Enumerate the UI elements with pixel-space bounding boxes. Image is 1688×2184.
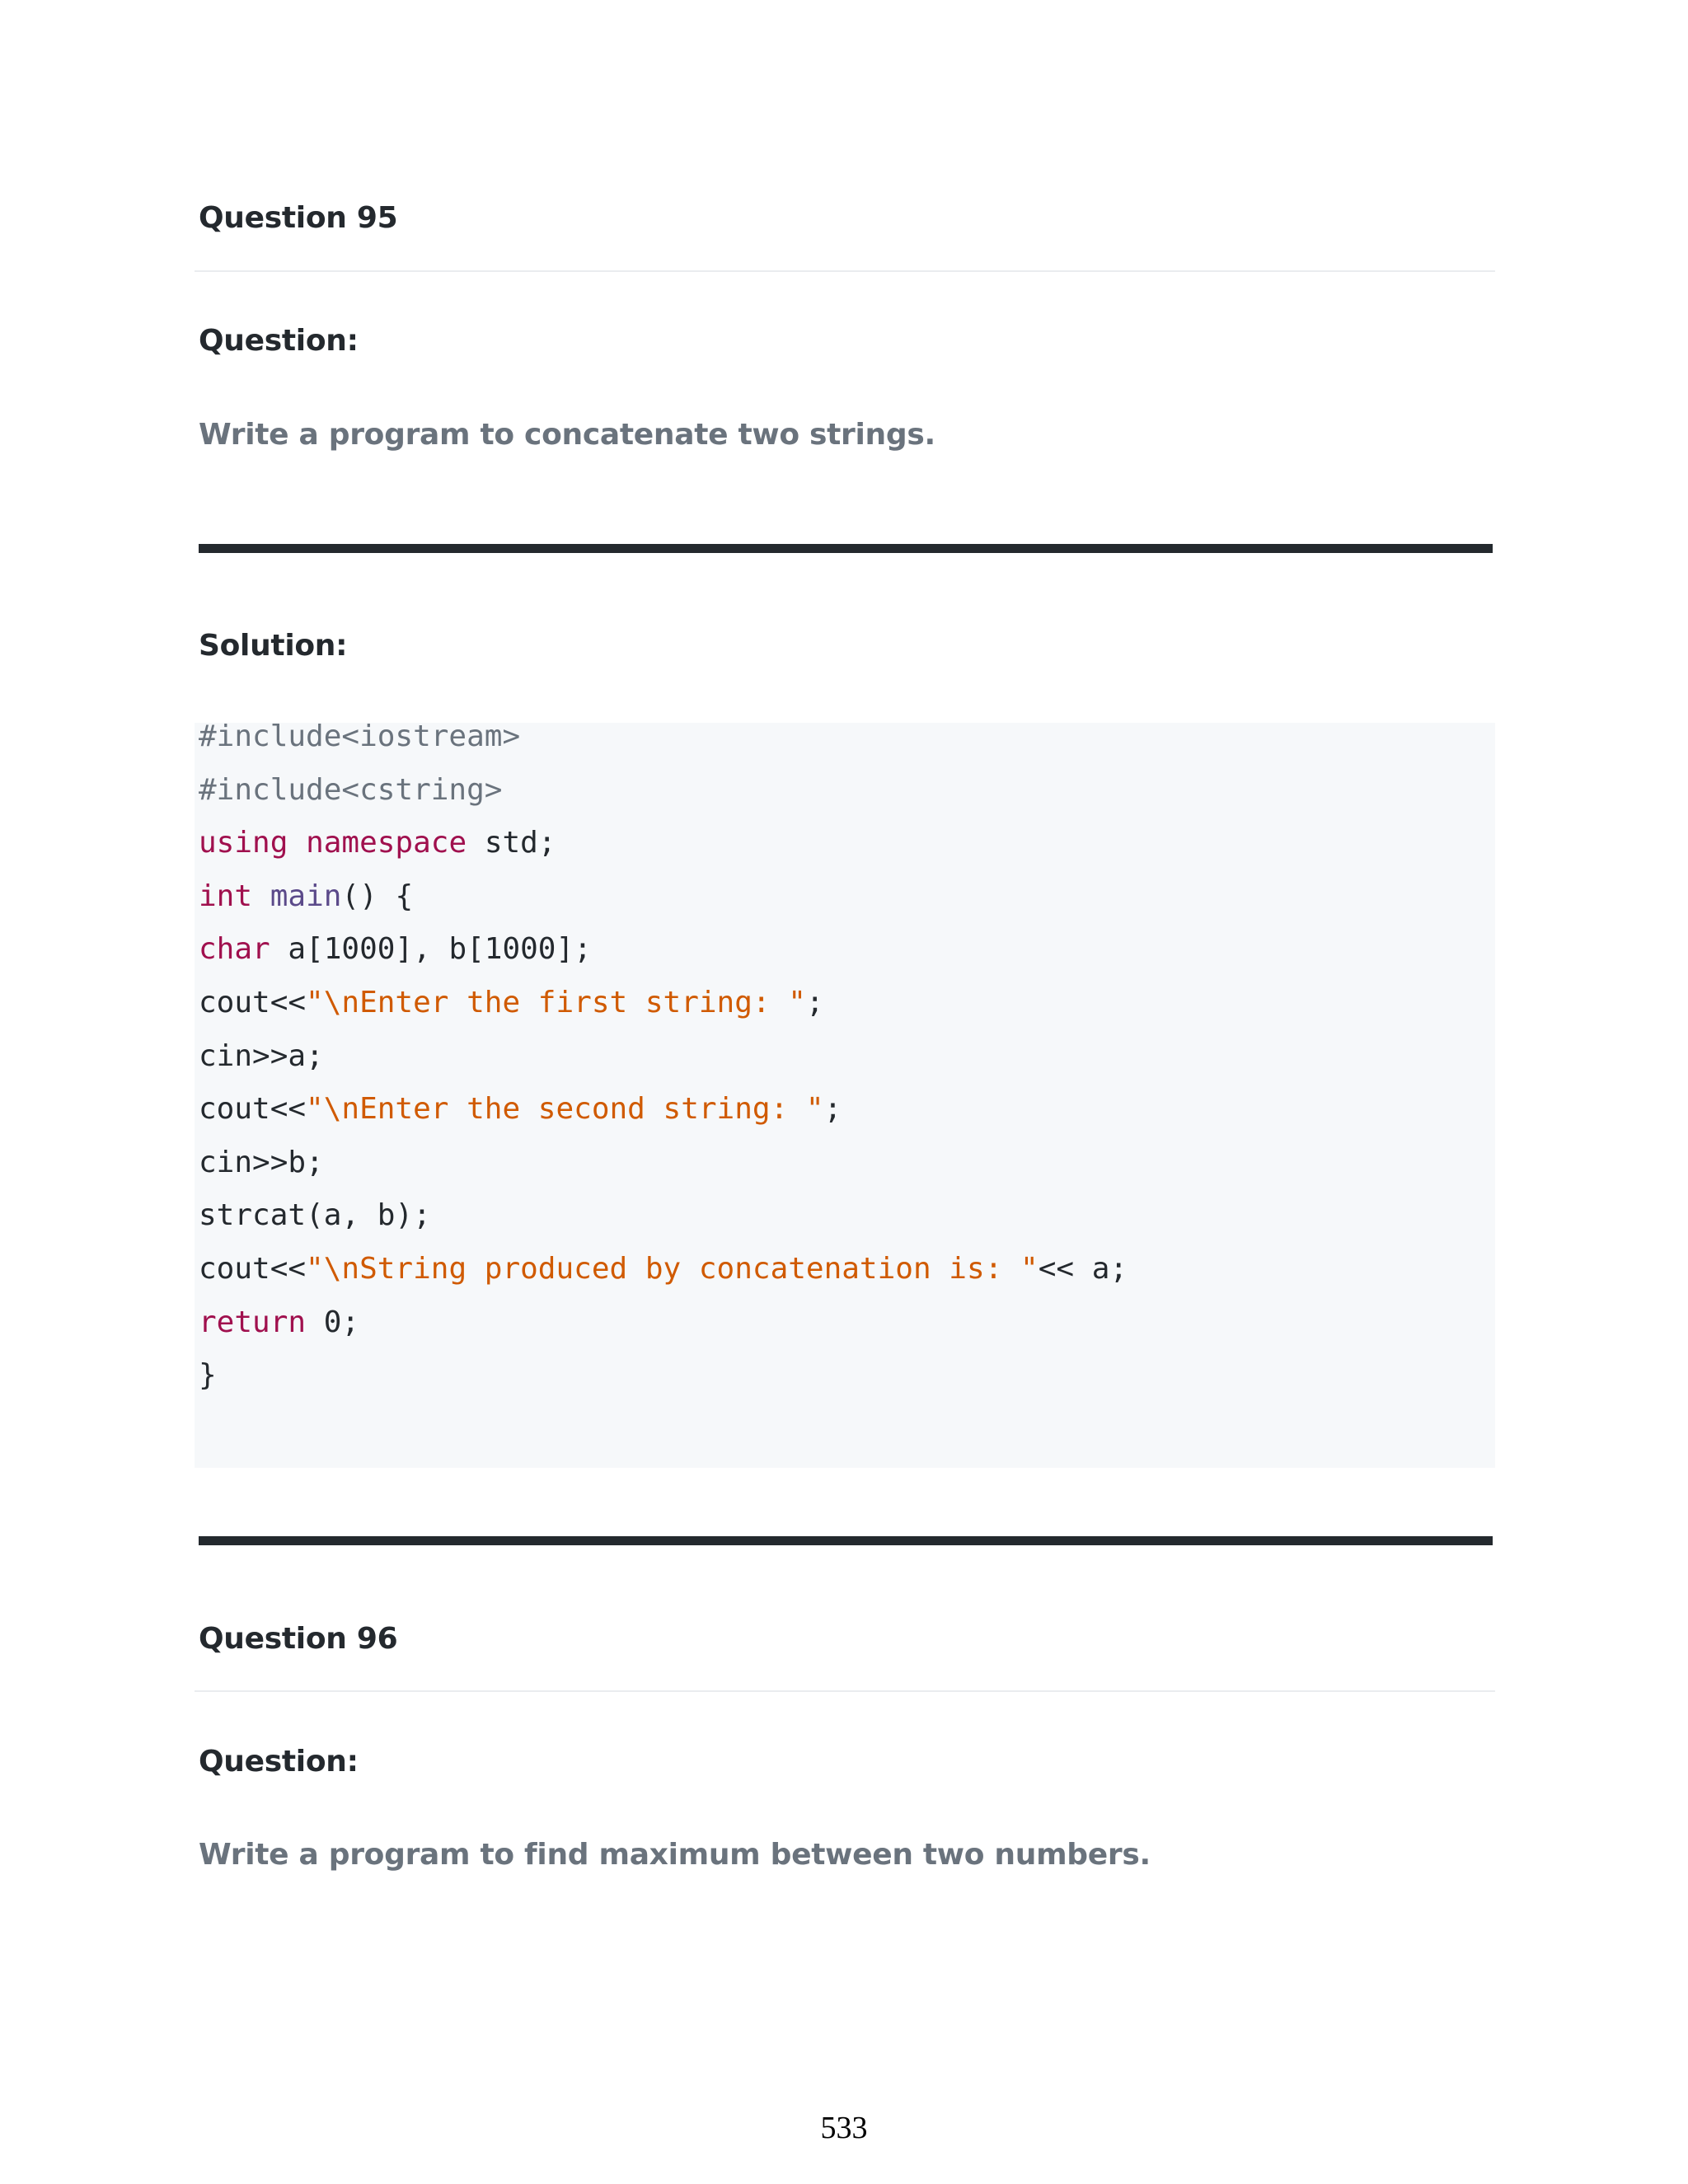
code-line bbox=[199, 772, 503, 807]
code-token-kw: int bbox=[199, 879, 253, 913]
question-text: Write a program to find maximum between two numbers. bbox=[199, 1838, 1151, 1872]
code-token-str: "\nString produced by concatenation is: " bbox=[306, 1252, 1039, 1286]
code-line bbox=[199, 828, 556, 858]
code-token-plain: << a; bbox=[1038, 1252, 1128, 1286]
title-divider bbox=[195, 270, 1495, 272]
code-line bbox=[199, 1038, 324, 1073]
code-token-plain bbox=[288, 826, 306, 860]
code-token-plain: 0; bbox=[306, 1305, 360, 1339]
code-line bbox=[199, 1145, 324, 1179]
code-line bbox=[199, 879, 414, 913]
code-line bbox=[199, 988, 824, 1018]
code-token-str: "\nEnter the second string: " bbox=[306, 1092, 824, 1127]
code-token-plain: cout<< bbox=[199, 1092, 307, 1127]
code-token-pre: #include<cstring> bbox=[199, 772, 503, 807]
code-token-plain: strcat(a, b); bbox=[199, 1198, 431, 1233]
question-95-title: Question 95 bbox=[199, 201, 398, 235]
code-token-kw: using bbox=[199, 826, 288, 860]
code-token-plain: a[1000], b[1000]; bbox=[270, 932, 592, 967]
code-line bbox=[199, 1198, 431, 1233]
code-token-plain: } bbox=[199, 1358, 217, 1393]
code-token-fn: main bbox=[270, 879, 342, 913]
code-token-kw: return bbox=[199, 1305, 307, 1339]
page-number: 533 bbox=[820, 2111, 868, 2145]
question-label: Question: bbox=[199, 1745, 359, 1779]
code-token-kw: char bbox=[199, 932, 270, 967]
code-token-plain: cout<< bbox=[199, 1252, 307, 1286]
code-token-plain: () { bbox=[341, 879, 414, 913]
code-line bbox=[199, 719, 521, 753]
code-token-plain: cin>>a; bbox=[199, 1038, 324, 1073]
section-divider bbox=[199, 1536, 1493, 1545]
question-text: Write a program to concatenate two strings. bbox=[199, 418, 935, 452]
code-token-plain: std; bbox=[467, 826, 556, 860]
solution-label: Solution: bbox=[199, 629, 348, 663]
question-96-title: Question 96 bbox=[199, 1622, 398, 1656]
code-token-plain: ; bbox=[805, 986, 824, 1019]
code-token-kw: namespace bbox=[306, 826, 467, 860]
code-line bbox=[199, 932, 592, 967]
code-token-plain: ; bbox=[823, 1092, 842, 1127]
code-token-str: "\nEnter the first string: " bbox=[306, 986, 806, 1019]
code-token-pre: #include<iostream> bbox=[199, 719, 521, 753]
code-line bbox=[199, 1254, 1128, 1284]
code-line bbox=[199, 1358, 217, 1393]
question-label: Question: bbox=[199, 324, 359, 358]
title-divider bbox=[195, 1690, 1495, 1692]
code-token-plain bbox=[252, 879, 270, 913]
code-line bbox=[199, 1092, 842, 1127]
section-divider bbox=[199, 544, 1493, 553]
code-line bbox=[199, 1305, 360, 1339]
code-token-plain: cout<< bbox=[199, 986, 307, 1019]
code-token-plain: cin>>b; bbox=[199, 1145, 324, 1179]
